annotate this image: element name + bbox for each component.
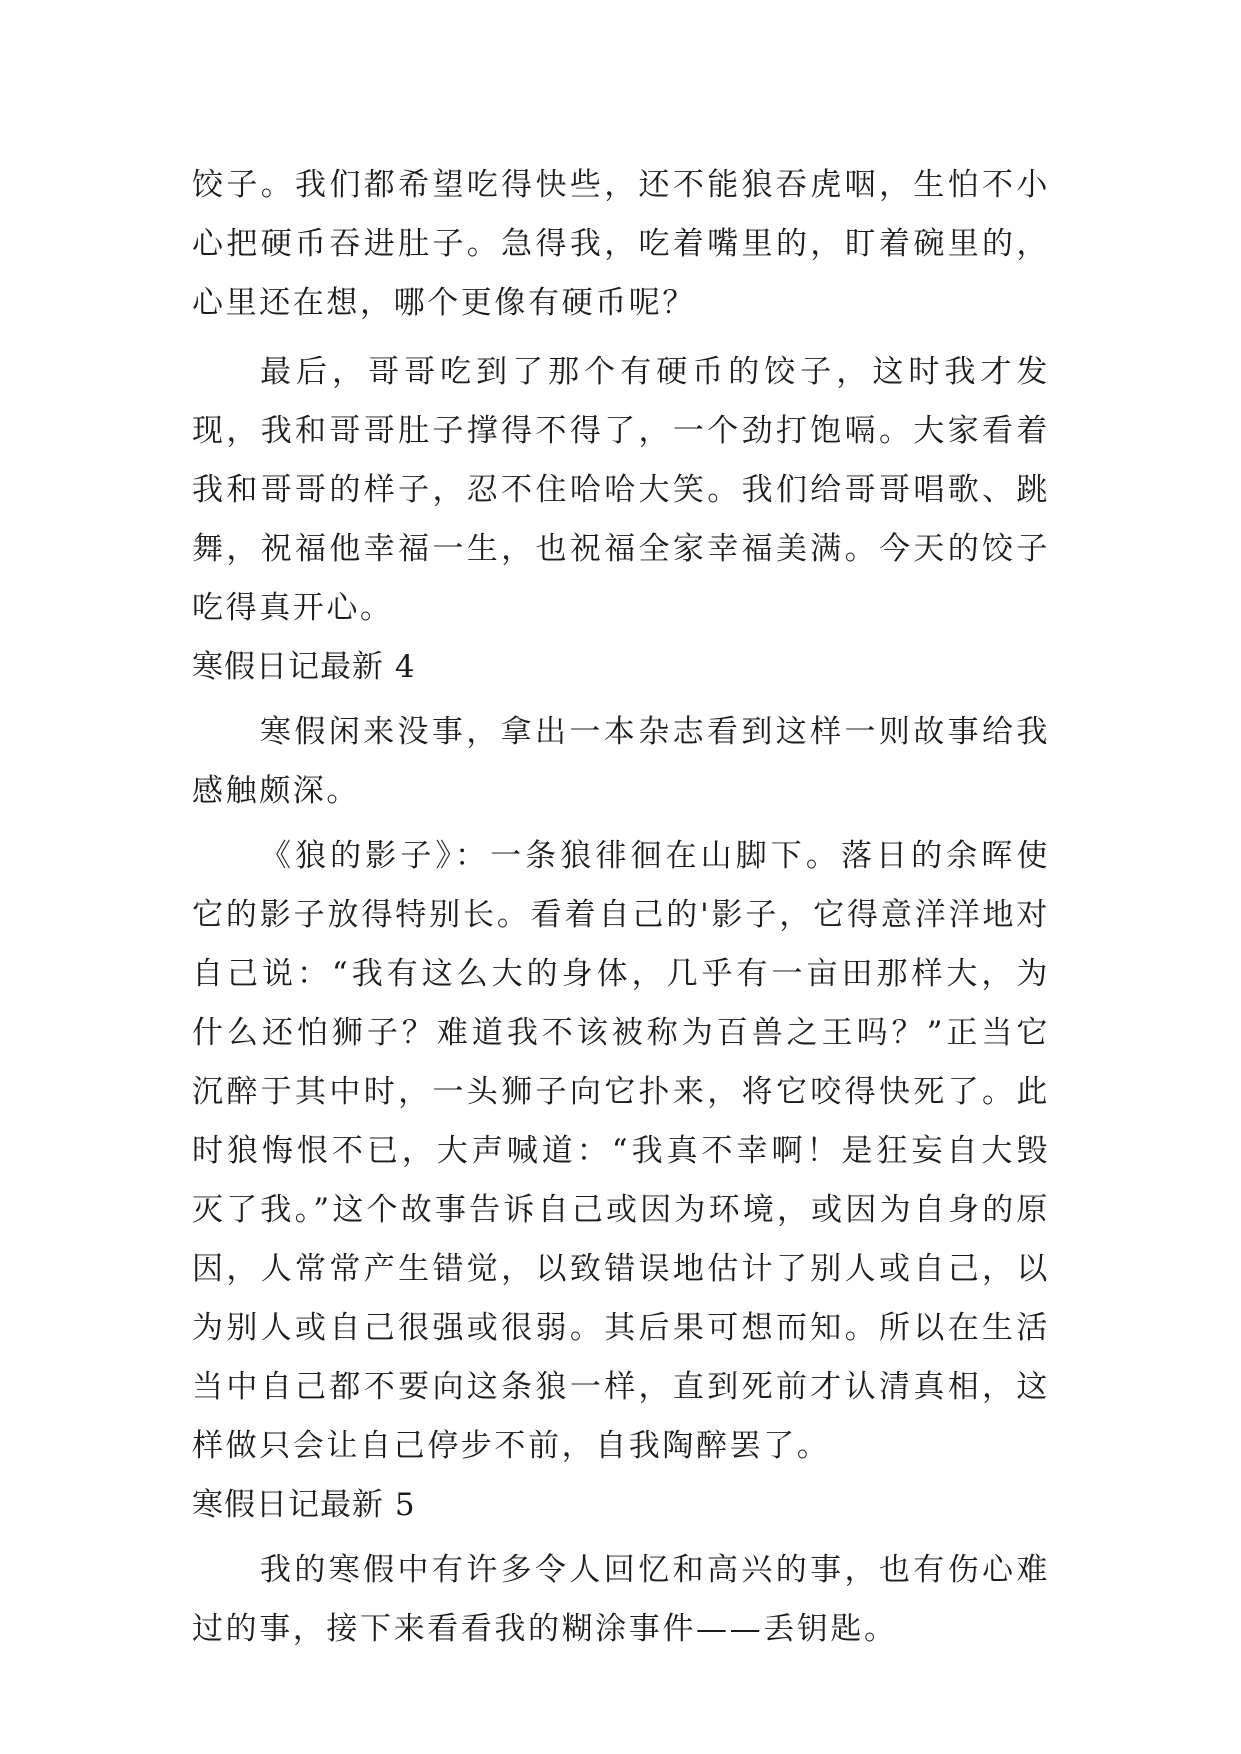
document-body: [192, 156, 1050, 1659]
section-heading: 寒假日记最新 5: [192, 1487, 416, 1523]
section-heading: 寒假日记最新 4: [192, 649, 416, 685]
paragraph-spacing: [192, 333, 1050, 343]
paragraph: 《狼的影子》：一条狼徘徊在山脚下。落日的余晖使它的影子放得特别长。看着自己的'影子，它得意洋洋地对自己说：“我有这么大的身体，几乎有一亩田那样大，为什么还怕狮子？难道我不该被称为百兽之王吗？”正当它沉醉于其中时，一头狮子向它扑来，将它咬得快死了。此时狼悔恨不已，大声喊道：“我真不幸啊！是狂妄自大毁灭了我。”这个故事告诉自己或因为环境，或因为自身的原因，人常常产生错觉，以致错误地估计了别人或自己，以为别人或自己很强或很弱。其后果可想而知。所以在生活当中自己都不要向这条狼一样，直到死前才认清真相，这样做只会让自己停步不前，自我陶醉罢了。: [192, 838, 1050, 1464]
paragraph: 最后，哥哥吃到了那个有硬币的饺子，这时我才发现，我和哥哥肚子撑得不得了，一个劲打饱嗝。大家看着我和哥哥的样子，忍不住哈哈大笑。我们给哥哥唱歌、跳舞，祝福他幸福一生，也祝福全家幸福美满。今天的饺子吃得真开心。: [192, 354, 1050, 626]
paragraph: 我的寒假中有许多令人回忆和高兴的事，也有伤心难过的事，接下来看看我的糊涂事件——丢钥匙。: [192, 1552, 1050, 1647]
paragraph: 饺子。我们都希望吃得快些，还不能狼吞虎咽，生怕不小心把硬币吞进肚子。急得我，吃着嘴里的，盯着碗里的，心里还在想，哪个更像有硬币呢？: [192, 167, 1050, 321]
paragraph: 寒假闲来没事，拿出一本杂志看到这样一则故事给我感触颇深。: [192, 714, 1050, 809]
